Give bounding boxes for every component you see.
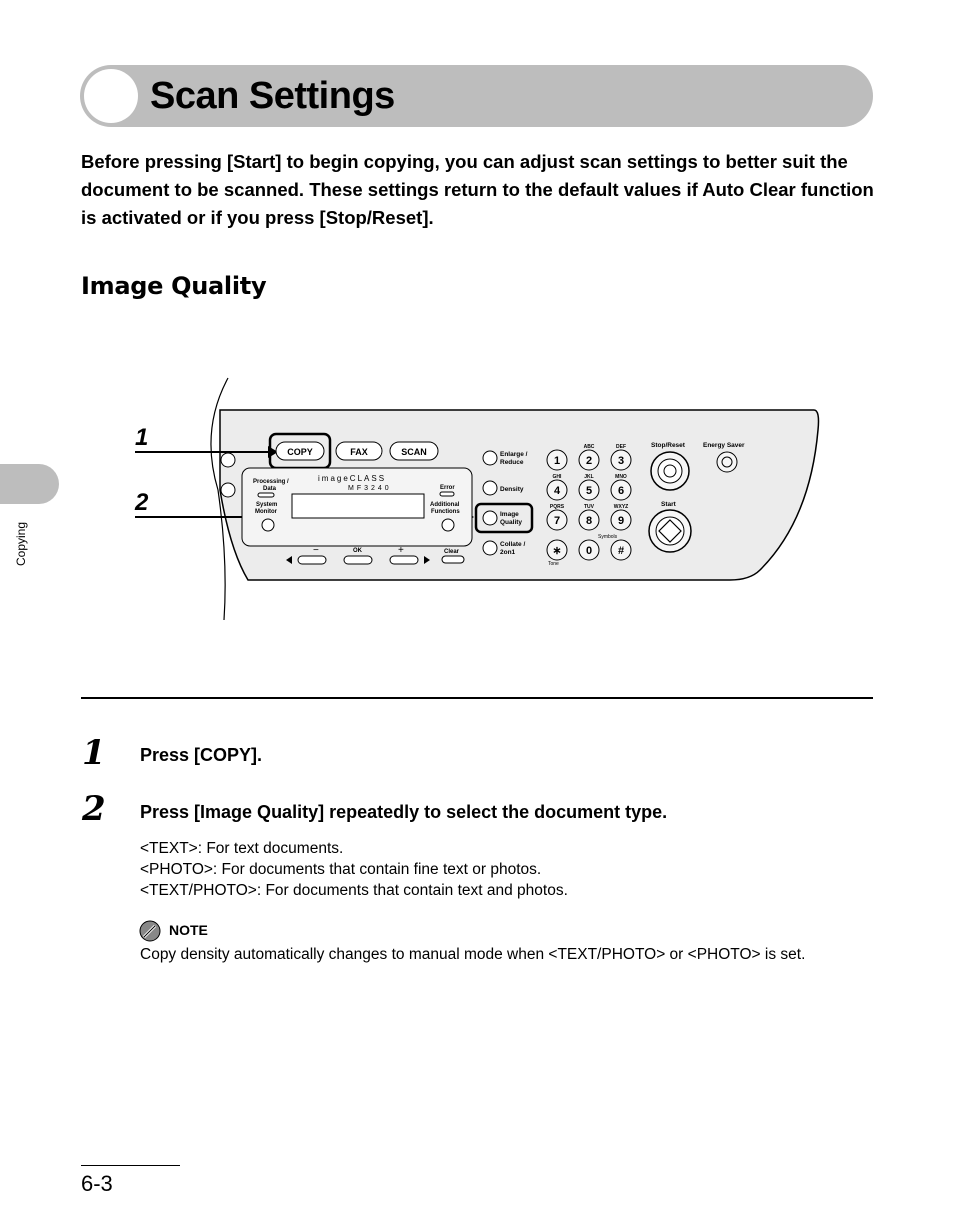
reduce-label: Reduce	[500, 459, 524, 466]
chapter-side-label: Copying	[14, 521, 28, 566]
start-inner	[656, 517, 684, 545]
energy-saver-button	[717, 452, 737, 472]
keypad-key-letters: GHI	[552, 474, 562, 480]
operation-panel-figure	[120, 370, 830, 630]
option-text-photo: <TEXT/PHOTO>: For documents that contain text and photos.	[140, 882, 568, 899]
image-label: Image	[500, 511, 519, 518]
step-text-2: Press [Image Quality] repeatedly to select the document type.	[140, 802, 668, 822]
plus-label: +	[398, 545, 404, 556]
twoon1-label: 2on1	[500, 549, 516, 556]
processing-lamp	[258, 493, 274, 497]
plus-button	[390, 556, 418, 564]
keypad-key-letters: MNO	[615, 474, 627, 480]
error-lamp	[440, 492, 454, 496]
collate-label: Collate /	[500, 541, 526, 548]
partial-button	[221, 453, 235, 467]
callout-2: 2	[135, 489, 149, 516]
keypad-key-letters: WXYZ	[613, 504, 629, 510]
step-number-1: 1	[82, 733, 106, 773]
keypad-key-label: 3	[617, 455, 625, 467]
error-label: Error	[440, 485, 455, 491]
stop-reset-inner	[658, 459, 682, 483]
density-button	[483, 481, 497, 495]
keypad-key-letters: DEF	[616, 444, 626, 450]
processing-label-2: Data	[263, 486, 277, 492]
scan-button-label: SCAN	[401, 447, 427, 457]
lcd-display	[292, 494, 424, 518]
start-label: Start	[661, 501, 676, 508]
keypad-key-label: 5	[585, 485, 593, 497]
intro-paragraph: Before pressing [Start] to begin copying, you can adjust scan settings to better suit the document to be scanned. These settings return to the default values if Auto Clear function is activated or if you press [Stop/Reset].	[81, 151, 874, 228]
section-heading: Image Quality	[81, 272, 267, 300]
additional-functions-button	[442, 519, 454, 531]
keypad-key-label: 6	[617, 485, 625, 497]
keypad-key-label: 0	[585, 545, 593, 557]
title-banner-circle	[84, 69, 138, 123]
functions-label: Functions	[431, 509, 460, 515]
note-label: NOTE	[169, 922, 208, 938]
keypad-key-letters: ABC	[583, 444, 595, 450]
clear-button	[442, 556, 464, 563]
brand-label: imageCLASS	[318, 474, 387, 483]
step-text-1: Press [COPY].	[140, 745, 263, 765]
keypad-key-label: 8	[585, 515, 593, 527]
page-title: Scan Settings	[150, 75, 395, 117]
keypad-key-label: 1	[553, 455, 561, 467]
option-photo: <PHOTO>: For documents that contain fine text or photos.	[140, 861, 542, 878]
monitor-label: Monitor	[255, 509, 277, 515]
additional-label: Additional	[430, 502, 460, 508]
keypad-key-label: 7	[553, 515, 561, 527]
fax-button-label: FAX	[350, 447, 368, 457]
model-label: MF3240	[348, 485, 392, 492]
step-number-2: 2	[82, 789, 106, 829]
keypad-key-letters: TUV	[584, 504, 594, 510]
stop-reset-label: Stop/Reset	[651, 442, 685, 449]
keypad-key-label: 9	[617, 515, 625, 527]
partial-button	[221, 483, 235, 497]
symbols-label: Symbols	[598, 534, 618, 540]
callout-1: 1	[135, 424, 149, 451]
note-pencil-icon	[139, 920, 161, 942]
chapter-side-tab	[0, 464, 59, 504]
enlarge-reduce-button	[483, 451, 497, 465]
minus-button	[298, 556, 326, 564]
page-number: 6-3	[81, 1171, 113, 1196]
keypad-key-label: #	[617, 545, 625, 557]
ok-label: OK	[353, 548, 362, 554]
tone-label: Tone	[548, 561, 559, 567]
keypad-key-letters: JKL	[584, 474, 594, 480]
option-text: <TEXT>: For text documents.	[140, 840, 344, 857]
system-monitor-button	[262, 519, 274, 531]
keypad-key-letters: PQRS	[549, 504, 565, 510]
section-divider	[81, 697, 873, 699]
keypad-key-label: 4	[553, 485, 561, 497]
density-label: Density	[500, 486, 524, 493]
ok-button	[344, 556, 372, 564]
processing-label: Processing /	[253, 479, 289, 485]
system-label: System	[256, 502, 278, 508]
quality-label: Quality	[500, 519, 523, 526]
footer-rule	[81, 1165, 180, 1166]
clear-label: Clear	[444, 549, 460, 555]
note-text: Copy density automatically changes to manual mode when <TEXT/PHOTO> or <PHOTO> is set.	[140, 946, 806, 963]
collate-button	[483, 541, 497, 555]
minus-label: −	[313, 545, 319, 556]
copy-button-label: COPY	[287, 447, 313, 457]
keypad-key-label: 2	[585, 455, 593, 467]
keypad-key-label: ∗	[552, 545, 562, 557]
image-quality-button	[483, 511, 497, 525]
enlarge-label: Enlarge /	[500, 451, 528, 458]
energy-saver-label: Energy Saver	[703, 442, 745, 449]
